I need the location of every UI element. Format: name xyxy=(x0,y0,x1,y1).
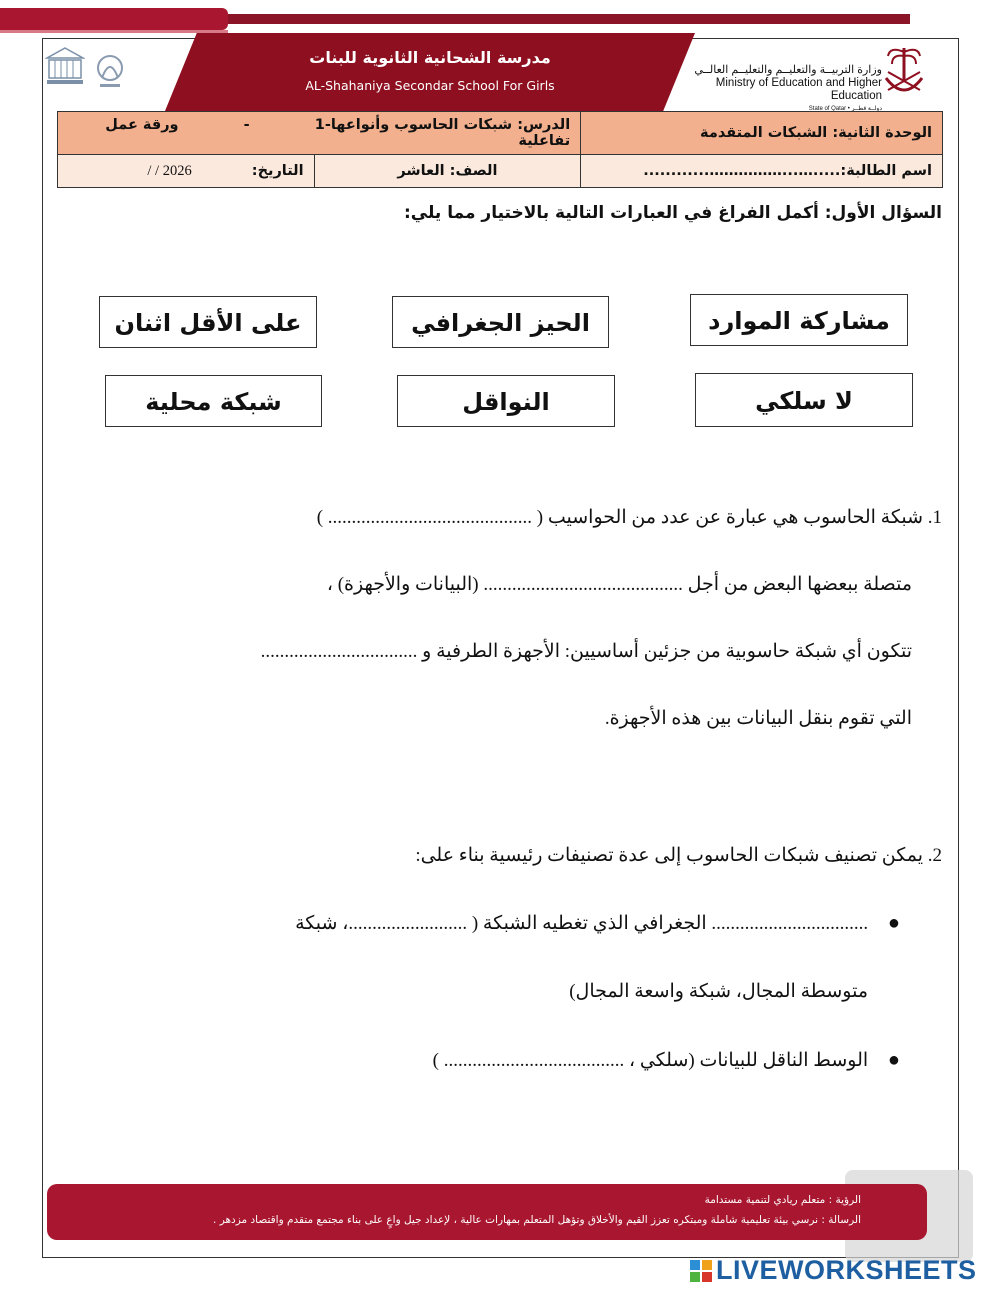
question-title: السؤال الأول: أكمل الفراغ في العبارات التالية بالاختيار مما يلي: xyxy=(403,203,942,223)
unit-cell: الوحدة الثانية: الشبكات المتقدمة xyxy=(581,112,943,155)
q1-line-3[interactable]: تتكون أي شبكة حاسوبية من جزئين أساسيين: الأجهزة الطرفية و ................................. xyxy=(260,641,912,662)
footer-band xyxy=(47,1184,927,1240)
q2-number: 2. xyxy=(927,845,942,866)
q1-text-1[interactable]: شبكة الحاسوب هي عبارة عن عدد من الحواسيب ( ........................................... ) xyxy=(316,507,923,528)
state-label: State of Qatar • دولــة قطــر xyxy=(808,106,882,112)
bullet-icon: ● xyxy=(872,912,900,934)
q2-bullet-2-text[interactable]: الوسط الناقل للبيانات (سلكي ، ...................................... ) xyxy=(432,1050,869,1071)
info-table xyxy=(57,111,943,188)
word-bank-item[interactable]: شبكة محلية xyxy=(105,375,322,427)
top-decor-accent xyxy=(0,8,228,30)
word-bank-item[interactable]: مشاركة الموارد xyxy=(690,294,908,346)
liveworksheets-brand[interactable]: LIVEWORKSHEETS xyxy=(716,1255,977,1285)
word-bank-item[interactable]: على الأقل اثنان xyxy=(99,296,317,348)
q1-line-1 xyxy=(317,506,942,529)
q2-bullet-1-text[interactable]: ................................. الجغرافي الذي تغطيه الشبكة ( .........................، شبكة xyxy=(295,913,869,934)
q2-bullet-1-line-1 xyxy=(295,912,900,935)
date-label: التاريخ: xyxy=(251,162,304,179)
word-bank-item[interactable]: لا سلكي xyxy=(695,373,913,427)
q2-bullet-1-line-2: متوسطة المجال، شبكة واسعة المجال) xyxy=(569,981,868,1002)
q2-intro xyxy=(415,844,942,867)
worksheet-label: ورقة عمل تفاعلية xyxy=(105,117,571,149)
q1-number: 1. xyxy=(927,507,942,528)
header-band xyxy=(165,33,695,111)
q2-bullet-2 xyxy=(433,1049,900,1072)
q1-line-2[interactable]: متصلة ببعضها البعض من أجل .......................................... (البيانات والأجهزة) ، xyxy=(326,574,912,595)
q1-line-4: التي تقوم بنقل البيانات بين هذه الأجهزة. xyxy=(604,708,912,729)
ministry-block xyxy=(672,64,882,116)
lesson-cell xyxy=(58,112,581,155)
top-decor-accent-line xyxy=(0,30,228,33)
q2-intro-text: يمكن تصنيف شبكات الحاسوب إلى عدة تصنيفات رئيسية بناء على: xyxy=(415,845,923,866)
grade-cell: الصف: العاشر xyxy=(314,155,581,188)
ministry-name-arabic: وزارة التربيــة والتعليــم والتعليــم العالــي xyxy=(694,64,882,76)
date-value[interactable]: 2026 / / xyxy=(147,162,192,179)
word-bank-item[interactable]: النواقل xyxy=(397,375,615,427)
school-name-arabic: مدرسة الشحانية الثانوية للبنات xyxy=(309,48,551,67)
liveworksheets-logo-icon xyxy=(690,1260,712,1282)
footer-mission: الرسالة : نرسي بيئة تعليمية شاملة ومبتكره تعزز القيم والأخلاق وتؤهل المتعلم بمهارات عالية ، لإعداد جيل واعٍ على بناء مجتمع متقدم واقتصاد مزدهر . xyxy=(213,1214,861,1226)
ministry-name-english: Ministry of Education and Higher Education xyxy=(715,77,882,102)
student-name-cell[interactable]: اسم الطالبة:.....…...……………............ xyxy=(581,155,943,188)
footer-vision: الرؤية : متعلم ريادي لتنمية مستدامة xyxy=(704,1194,861,1206)
date-cell xyxy=(58,155,315,188)
qatar-emblem-icon xyxy=(880,42,928,106)
network-schools-logo-icon xyxy=(92,52,128,92)
word-bank-item[interactable]: الحيز الجغرافي xyxy=(392,296,609,348)
lesson-dash: - xyxy=(243,117,250,133)
unesco-logo-icon xyxy=(45,46,85,90)
bullet-icon: ● xyxy=(872,1049,900,1071)
school-name-english: AL-Shahaniya Secondar School For Girls xyxy=(305,78,555,93)
lesson-label: الدرس: شبكات الحاسوب وأنواعها-1 xyxy=(314,117,571,133)
